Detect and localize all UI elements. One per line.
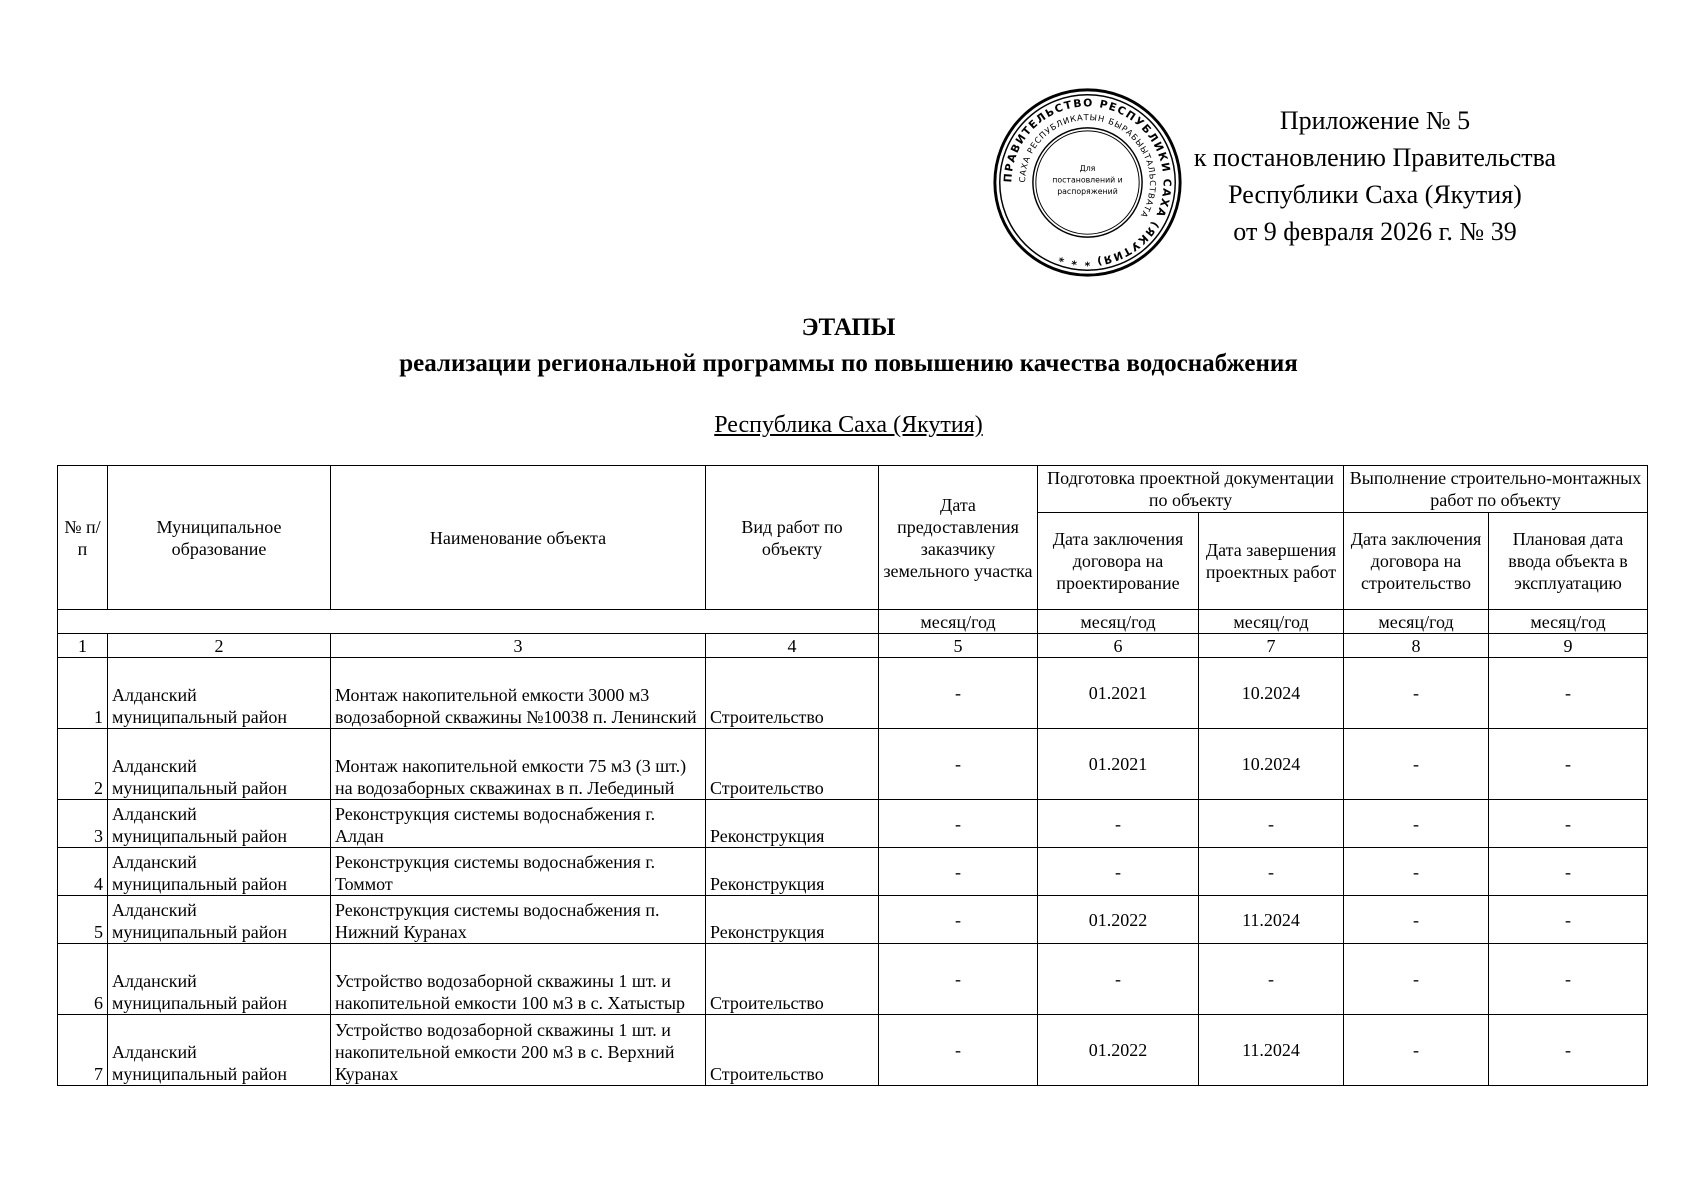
appendix-header: [1155, 102, 1595, 250]
header-design-contract: Дата заключения договора на проектирование: [1038, 513, 1199, 610]
appendix-number: Приложение № 5: [1279, 106, 1471, 135]
object-name-cell: Монтаж накопительной емкости 3000 м3 водозаборной скважины №10038 п. Ленинский: [331, 658, 706, 729]
municipality-cell: Алданский муниципальный район: [108, 944, 331, 1015]
title-main: ЭТАПЫ: [801, 314, 896, 341]
table-row: [58, 729, 1648, 800]
object-name-cell: Монтаж накопительной емкости 75 м3 (3 шт.) на водозаборных скважинах в п. Лебединый: [331, 729, 706, 800]
header-commissioning: Плановая дата ввода объекта в эксплуатацию: [1489, 513, 1648, 610]
appendix-republic: Республики Саха (Якутия): [1228, 180, 1522, 209]
design-complete-date-cell: 10.2024: [1199, 658, 1344, 729]
header-design-group: Подготовка проектной документации по объекту: [1038, 466, 1344, 513]
design-contract-date-cell: -: [1038, 848, 1199, 896]
column-number: 7: [1199, 634, 1344, 658]
column-number: 2: [108, 634, 331, 658]
column-number: 3: [331, 634, 706, 658]
construction-contract-date-cell: -: [1344, 1015, 1489, 1086]
appendix-date: от 9 февраля 2026 г. № 39: [1233, 217, 1517, 246]
design-complete-date-cell: -: [1199, 848, 1344, 896]
svg-text:ПРАВИТЕЛЬСТВО РЕСПУБЛИКИ САХА: ПРАВИТЕЛЬСТВО РЕСПУБЛИКИ САХА (ЯКУТИЯ) * * *: [1001, 96, 1174, 269]
header-design-complete: Дата завершения проектных работ: [1199, 513, 1344, 610]
municipality-cell: Алданский муниципальный район: [108, 896, 331, 944]
stages-table: [57, 465, 1648, 1086]
work-type-cell: Строительство: [706, 944, 879, 1015]
work-type-cell: Строительство: [706, 1015, 879, 1086]
commissioning-date-cell: -: [1489, 848, 1648, 896]
unit-label: месяц/год: [1344, 610, 1489, 634]
appendix-resolution: к постановлению Правительства: [1193, 143, 1557, 172]
row-number: 6: [58, 944, 108, 1015]
row-number: 4: [58, 848, 108, 896]
commissioning-date-cell: -: [1489, 729, 1648, 800]
commissioning-date-cell: -: [1489, 896, 1648, 944]
design-contract-date-cell: 01.2021: [1038, 658, 1199, 729]
object-name-cell: Устройство водозаборной скважины 1 шт. и накопительной емкости 200 м3 в с. Верхний Куранах: [331, 1015, 706, 1086]
commissioning-date-cell: -: [1489, 1015, 1648, 1086]
svg-text:Для: Для: [1079, 163, 1096, 173]
construction-contract-date-cell: -: [1344, 944, 1489, 1015]
svg-text:распоряжений: распоряжений: [1057, 187, 1118, 197]
header-object: Наименование объекта: [331, 466, 706, 610]
header-land-date: Дата предоставления заказчику земельного участка: [879, 466, 1038, 610]
municipality-cell: Алданский муниципальный район: [108, 658, 331, 729]
land-date-cell: -: [879, 658, 1038, 729]
work-type-cell: Строительство: [706, 658, 879, 729]
unit-label: месяц/год: [1489, 610, 1648, 634]
row-number: 3: [58, 800, 108, 848]
work-type-cell: Реконструкция: [706, 800, 879, 848]
municipality-cell: Алданский муниципальный район: [108, 800, 331, 848]
column-number: 6: [1038, 634, 1199, 658]
commissioning-date-cell: -: [1489, 944, 1648, 1015]
design-complete-date-cell: 10.2024: [1199, 729, 1344, 800]
design-complete-date-cell: -: [1199, 800, 1344, 848]
region-name: Республика Саха (Якутия): [714, 412, 983, 438]
object-name-cell: Устройство водозаборной скважины 1 шт. и накопительной емкости 100 м3 в с. Хатыстыр: [331, 944, 706, 1015]
svg-text:постановлений и: постановлений и: [1052, 175, 1123, 185]
column-number: 1: [58, 634, 108, 658]
design-contract-date-cell: 01.2021: [1038, 729, 1199, 800]
design-complete-date-cell: 11.2024: [1199, 1015, 1344, 1086]
municipality-cell: Алданский муниципальный район: [108, 848, 331, 896]
title-subtitle: реализации региональной программы по повышению качества водоснабжения: [399, 350, 1298, 377]
header-municipality: Муниципальное образование: [108, 466, 331, 610]
row-number: 7: [58, 1015, 108, 1086]
construction-contract-date-cell: -: [1344, 729, 1489, 800]
construction-contract-date-cell: -: [1344, 896, 1489, 944]
land-date-cell: -: [879, 848, 1038, 896]
land-date-cell: -: [879, 944, 1038, 1015]
svg-text:САХА РЕСПУБЛИКАТЫН БЫРАБЫЫТАЛЬ: САХА РЕСПУБЛИКАТЫН БЫРАБЫЫТАЛЬСТВАТА: [1017, 112, 1158, 220]
row-number: 2: [58, 729, 108, 800]
municipality-cell: Алданский муниципальный район: [108, 1015, 331, 1086]
table-row: [58, 658, 1648, 729]
land-date-cell: -: [879, 800, 1038, 848]
commissioning-date-cell: -: [1489, 658, 1648, 729]
column-number: 8: [1344, 634, 1489, 658]
work-type-cell: Реконструкция: [706, 896, 879, 944]
construction-contract-date-cell: -: [1344, 848, 1489, 896]
construction-contract-date-cell: -: [1344, 658, 1489, 729]
land-date-cell: -: [879, 896, 1038, 944]
row-number: 5: [58, 896, 108, 944]
table-row: [58, 944, 1648, 1015]
column-number: 9: [1489, 634, 1648, 658]
design-complete-date-cell: 11.2024: [1199, 896, 1344, 944]
object-name-cell: Реконструкция системы водоснабжения г. Томмот: [331, 848, 706, 896]
municipality-cell: Алданский муниципальный район: [108, 729, 331, 800]
header-work-type: Вид работ по объекту: [706, 466, 879, 610]
column-number: 4: [706, 634, 879, 658]
design-complete-date-cell: -: [1199, 944, 1344, 1015]
object-name-cell: Реконструкция системы водоснабжения г. Алдан: [331, 800, 706, 848]
table-row: [58, 800, 1648, 848]
construction-contract-date-cell: -: [1344, 800, 1489, 848]
land-date-cell: -: [879, 1015, 1038, 1086]
design-contract-date-cell: 01.2022: [1038, 1015, 1199, 1086]
document-title: [0, 310, 1697, 382]
table-row: [58, 896, 1648, 944]
column-number: 5: [879, 634, 1038, 658]
object-name-cell: Реконструкция системы водоснабжения п. Нижний Куранах: [331, 896, 706, 944]
table-row: [58, 1015, 1648, 1086]
work-type-cell: Строительство: [706, 729, 879, 800]
unit-label: месяц/год: [879, 610, 1038, 634]
table-body: [58, 658, 1648, 1086]
unit-label: месяц/год: [1199, 610, 1344, 634]
table-row: [58, 848, 1648, 896]
header-construction-contract: Дата заключения договора на строительство: [1344, 513, 1489, 610]
work-type-cell: Реконструкция: [706, 848, 879, 896]
design-contract-date-cell: -: [1038, 944, 1199, 1015]
header-num: № п/п: [58, 466, 108, 610]
design-contract-date-cell: 01.2022: [1038, 896, 1199, 944]
unit-label: месяц/год: [1038, 610, 1199, 634]
commissioning-date-cell: -: [1489, 800, 1648, 848]
header-construction-group: Выполнение строительно-монтажных работ по объекту: [1344, 466, 1648, 513]
row-number: 1: [58, 658, 108, 729]
design-contract-date-cell: -: [1038, 800, 1199, 848]
land-date-cell: -: [879, 729, 1038, 800]
